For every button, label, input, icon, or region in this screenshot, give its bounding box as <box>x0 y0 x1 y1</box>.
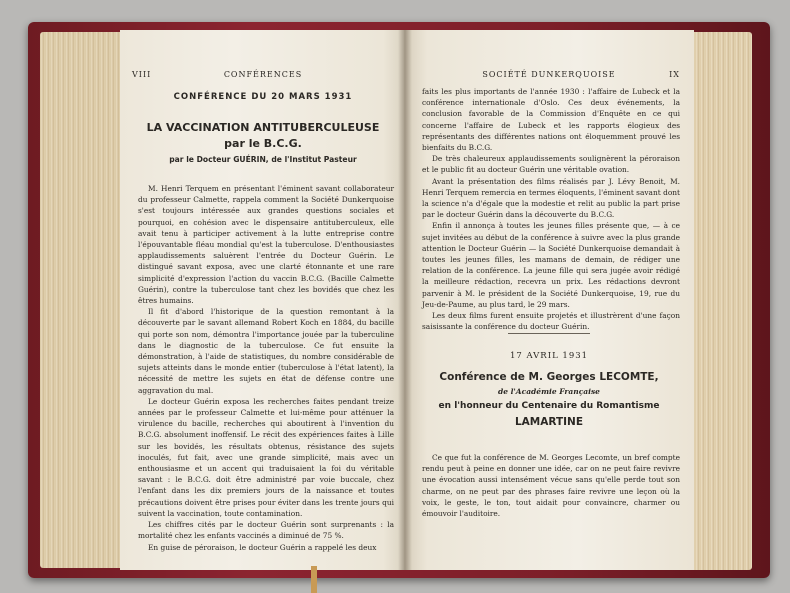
paragraph: De très chaleureux applaudissements soulignèrent la péroraison et le public fit au docteur Guérin une véritable ovation. <box>422 154 680 175</box>
paragraph: Enfin il annonça à toutes les jeunes filles présente que, — à ce sujet invitées au début de la conférence à suivre avec la plus grande attention le Docteur Guérin — la Société Dunkerquoise demandait à toutes les jeunes filles, les mamans de demain, de rédiger une relation de la conférence. La jeune fille qui sera jugée avoir rédigé la meilleure rédaction, recevra un prix. Les rédactions devront parvenir à M. le président de la Société Dunkerquoise, 19, rue du Jeu-de-Paume, au plus tard, le 29 mars. <box>422 221 680 309</box>
running-head-left: CONFÉRENCES <box>223 70 303 79</box>
page-edges-left <box>40 32 124 568</box>
byline-left: par le Docteur GUÉRIN, de l'Institut Pasteur <box>169 155 357 164</box>
lecture-title-line4: LAMARTINE <box>514 416 584 428</box>
date-heading-left: CONFÉRENCE DU 20 MARS 1931 <box>173 92 353 102</box>
article-subtitle-left: par le B.C.G. <box>224 137 302 150</box>
paragraph: Avant la présentation des films réalisés par J. Lévy Benoit, M. Henri Terquem remercia en termes éloquents, l'éminent savant dont la science n'a d'égale que la modestie et relit au public la part prise par le docteur Guérin dans la découverte du B.C.G. <box>422 176 680 220</box>
lecture-title-line1: Conférence de M. Georges LECOMTE, <box>439 371 659 383</box>
paragraph: Le docteur Guérin exposa les recherches faites pendant treize années par le professeur Calmette et lui-même pour atténuer la virulence du bacille, recherches qui aboutirent à l'invention du B.C.G. absolument inoffensif. Le récit des expériences faites à Lille sur les bovidés, les résultats obtenus, résistance des sujets inoculés, fut fait, avec une grande simplicité, mais avec un enthousiasme et un accent qui traduisaient la foi du véritable savant : le B.C.G. doit être administré par voie buccale, chez l'enfant dans les dix premiers jours de la naissance et toutes précautions doivent être prises pour éviter dans les trente jours qui suivent la vaccination, toute contamination. <box>138 396 394 518</box>
paragraph: Les deux films furent ensuite projetés et illustrèrent d'une façon saisissante la conférence du docteur Guérin. <box>422 311 680 332</box>
paragraph: Les chiffres cités par le docteur Guérin sont surprenants : la mortalité chez les enfants vaccinés a diminué de 75 %. <box>138 520 394 541</box>
lecture-title-line2: de l'Académie Française <box>498 387 600 396</box>
page-number-left: VIII <box>132 70 152 79</box>
left-page <box>120 30 406 570</box>
date-heading-right: 17 AVRIL 1931 <box>509 351 589 361</box>
paragraph: Ce que fut la conférence de M. Georges Lecomte, un bref compte rendu peut à peine en donner une idée, car on ne peut faire revivre une évocation aussi intensément vécue sans qu'elle perde tout son charme, on ne peut par des phrases faire revivre une leçon où la voix, le geste, le ton, tout aidait pour convaincre, charmer ou émouvoir l'auditoire. <box>422 453 680 519</box>
page-number-right: IX <box>669 70 680 79</box>
paragraph: En guise de péroraison, le docteur Guérin a rappelé les deux <box>148 542 377 552</box>
section-divider <box>508 333 590 334</box>
body-text-left <box>138 183 394 553</box>
body-text-right <box>422 86 680 332</box>
bookmark-ribbon <box>311 566 317 593</box>
book-gutter <box>398 30 412 570</box>
paragraph: Il fit d'abord l'historique de la question remontant à la découverte par le savant allemand Robert Koch en 1884, du bacille qui porte son nom, démontra l'importance jouée par la tuberculine dans le diagnostic de la tuberculose. Ce fut ensuite la démonstration, à l'aide de statistiques, du nombre considérable de sujets atteints dans le monde entier (tuberculose à l'état latent), la nécessité de mettre les sujets en état de défense contre une aggravation du mal. <box>138 307 394 395</box>
running-head-right: SOCIÉTÉ DUNKERQUOISE <box>482 70 616 79</box>
paragraph: M. Henri Terquem en présentant l'éminent savant collaborateur du professeur Calmette, rappela comment la Société Dunkerquoise s'est toujours intéressée aux grandes questions sociales et pourquoi, en cohésion avec le dispensaire antituberculeux, elle avait tenu à participer activement à la lutte entreprise contre l'épouvantable fléau mondial qu'est la tuberculose. D'enthousiastes applaudissements saluèrent l'entrée du Docteur Guérin. Le distingué savant exposa, avec une clarté étonnante et une rare simplicité d'expression l'action du vaccin B.C.G. (Bacille Calmette Guérin), contre la tuberculose tant chez les bovidés que chez les êtres humains. <box>138 184 394 306</box>
article-title-left: LA VACCINATION ANTITUBERCULEUSE <box>146 121 380 134</box>
page-edges-right <box>690 32 752 570</box>
paragraph: faits les plus importants de l'année 1930 : l'affaire de Lubeck et la conférence internationale d'Oslo. Ces deux événements, la conclusion favorable de la Commission d'Enquête en ce qui concerne l'affaire de Lubeck et les rapports élogieux des représentants des différentes nations ont éloquemment prouvé les bienfaits du B.C.G. <box>422 87 680 153</box>
body-text-right-closing <box>422 452 680 519</box>
right-page <box>404 30 694 570</box>
lecture-title-line3: en l'honneur du Centenaire du Romantisme <box>438 401 660 411</box>
